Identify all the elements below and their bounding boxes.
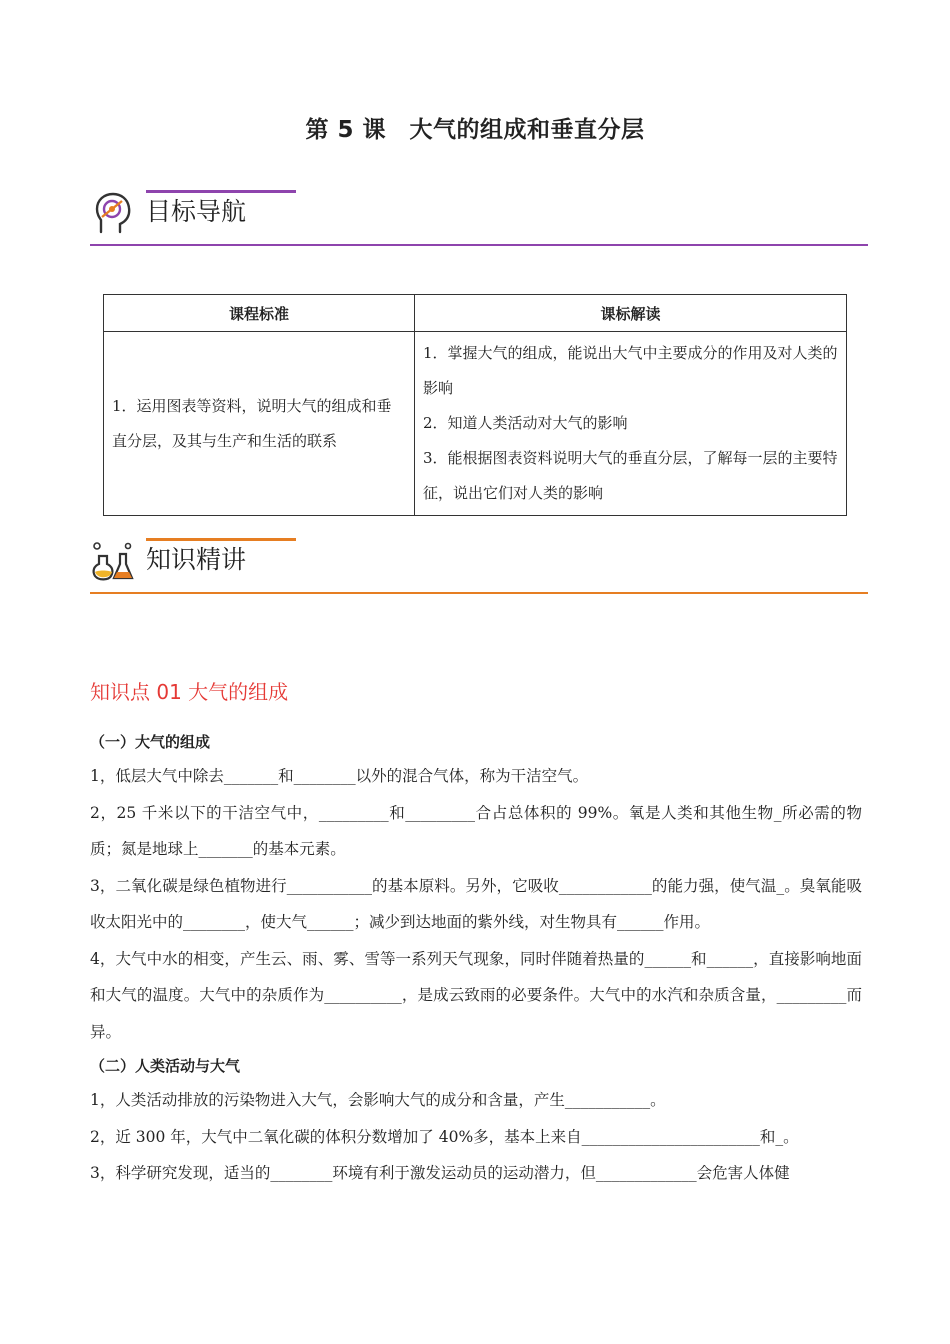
section-rule: [90, 592, 868, 594]
head-gear-icon: [90, 190, 136, 236]
table-header-interpretation: 课标解读: [415, 295, 847, 332]
paragraph: 3，科学研究发现，适当的________环境有利于激发运动员的运动潜力，但_____________会危害人体健: [90, 1164, 790, 1182]
section-title-goals: 目标导航: [146, 197, 247, 226]
interpretation-item: 1．掌握大气的组成，能说出大气中主要成分的作用及对人类的影响: [423, 344, 838, 397]
content-body: [90, 726, 862, 1192]
table-cell-interpretation: [415, 332, 847, 516]
flask-icon: [90, 538, 136, 584]
paragraph: 3，二氧化碳是绿色植物进行___________的基本原料。另外，它吸收____________的能力强，使气温_。臭氧能吸收太阳光中的________，使大气______；减少到达地面的紫外线，对生物具有______作用。: [90, 876, 862, 931]
table-header-row: [104, 295, 847, 332]
subsection-title: （二）人类活动与大气: [90, 1057, 241, 1075]
standard-text: 1．运用图表等资料，说明大气的组成和垂直分层，及其与生产和生活的联系: [112, 396, 392, 450]
section-rule: [90, 244, 868, 246]
table-cell-standard: [104, 332, 415, 516]
page-title: 第 5 课 大气的组成和垂直分层: [305, 117, 645, 143]
section-header-knowledge: [90, 538, 868, 594]
paragraph: 1，人类活动排放的污染物进入大气，会影响大气的成分和含量，产生___________。: [90, 1091, 666, 1109]
table-header-standard: 课程标准: [104, 295, 415, 332]
paragraph: 2，25 千米以下的干洁空气中，_________和_________合占总体积的 99%。氧是人类和其他生物_所必需的物质；氮是地球上_______的基本元素。: [90, 803, 862, 858]
curriculum-table: [103, 294, 847, 516]
subsection-title: （一）大气的组成: [90, 733, 211, 751]
section-header-goals: [90, 190, 868, 246]
interpretation-item: 2．知道人类活动对大气的影响: [423, 414, 628, 432]
section-title-knowledge: 知识精讲: [146, 545, 247, 574]
table-row: [104, 332, 847, 516]
paragraph: 4，大气中水的相变，产生云、雨、雾、雪等一系列天气现象，同时伴随着热量的______和______，直接影响地面和大气的温度。大气中的杂质作为__________，是成云致雨的必要条件。大气中的水汽和杂质含量，_________而异。: [90, 949, 862, 1041]
interpretation-item: 3．能根据图表资料说明大气的垂直分层，了解每一层的主要特征，说出它们对人类的影响: [423, 449, 838, 502]
knowledge-point-title: 知识点 01 大气的组成: [90, 680, 289, 704]
paragraph: 1，低层大气中除去_______和________以外的混合气体，称为干洁空气。: [90, 767, 589, 785]
paragraph: 2，近 300 年，大气中二氧化碳的体积分数增加了 40%多，基本上来自_______________________和_。: [90, 1127, 799, 1146]
